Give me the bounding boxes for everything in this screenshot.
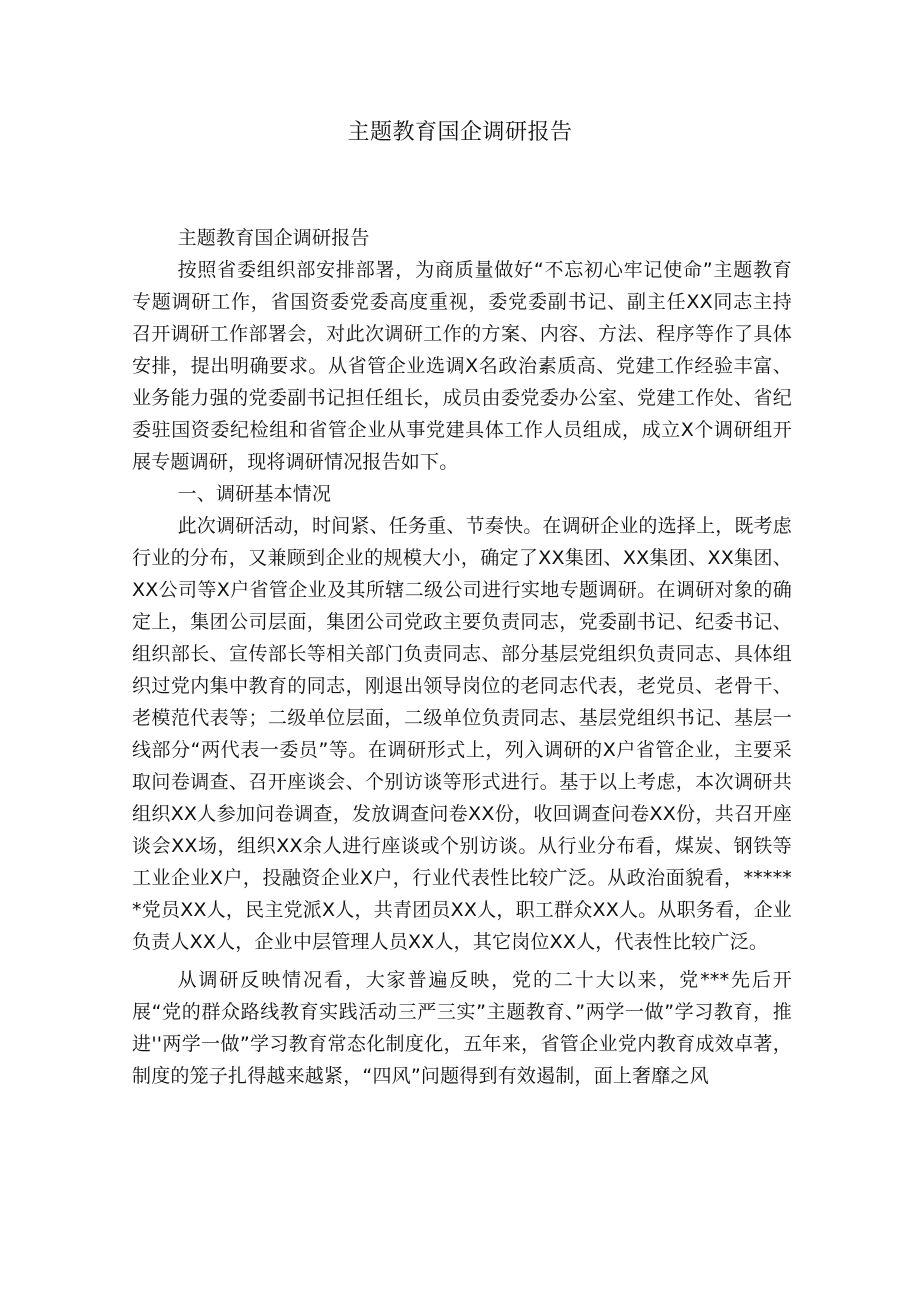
- document-body: [132, 222, 792, 1092]
- basic-situation-paragraph: 此次调研活动，时间紧、任务重、节奏快。在调研企业的选择上，既考虑行业的分布，又兼顾到企业的规模大小，确定了XX集团、XX集团、XX集团、XX公司等X户省管企业及其所辖二级公司进行实地专题调研。在调研对象的确定上，集团公司层面，集团公司党政主要负责同志，党委副书记、纪委书记、组织部长、宣传部长等相关部门负责同志、部分基层党组织负责同志、具体组织过党内集中教育的同志，刚退出领导岗位的老同志代表，老党员、老骨干、老模范代表等；二级单位层面，二级单位负责同志、基层党组织书记、基层一线部分“两代表一委员”等。在调研形式上，列入调研的X户省管企业，主要采取问卷调查、召开座谈会、个别访谈等形式进行。基于以上考虑，本次调研共组织XX人参加问卷调查，发放调查问卷XX份，收回调查问卷XX份，共召开座谈会XX场，组织XX余人进行座谈或个别访谈。从行业分布看，煤炭、钢铁等工业企业X户，投融资企业X户，行业代表性比较广泛。从政治面貌看，******党员XX人，民主党派X人，共青团员XX人，职工群众XX人。从职务看，企业负责人XX人，企业中层管理人员XX人，其它岗位XX人，代表性比较广泛。: [132, 515, 792, 953]
- intro-paragraph: 按照省委组织部安排部署，为商质量做好“不忘初心牢记使命”主题教育专题调研工作，省国资委党委高度重视，委党委副书记、副主任XX同志主持召开调研工作部署会，对此次调研工作的方案、内容、方法、程序等作了具体安排，提出明确要求。从省管企业选调X名政治素质高、党建工作经验丰富、业务能力强的党委副书记担任组长，成员由委党委办公室、党建工作处、省纪委驻国资委纪检组和省管企业从事党建具体工作人员组成，成立X个调研组开展专题调研，现将调研情况报告如下。: [132, 259, 792, 473]
- report-subtitle-paragraph: 主题教育国企调研报告: [177, 227, 370, 249]
- document-title: 主题教育国企调研报告: [347, 120, 573, 145]
- section-heading: 一、调研基本情况: [177, 483, 332, 505]
- feedback-paragraph: 从调研反映情况看，大家普遍反映，党的二十大以来，党***先后开展“党的群众路线教育实践活动三严三实”主题教育、”两学一做”学习教育，推进''两学一做”学习教育常态化制度化，五年来，省管企业党内教育成效卓著，制度的笼子扎得越来越紧，“四风”问题得到有效遏制，面上奢靡之风: [132, 969, 792, 1087]
